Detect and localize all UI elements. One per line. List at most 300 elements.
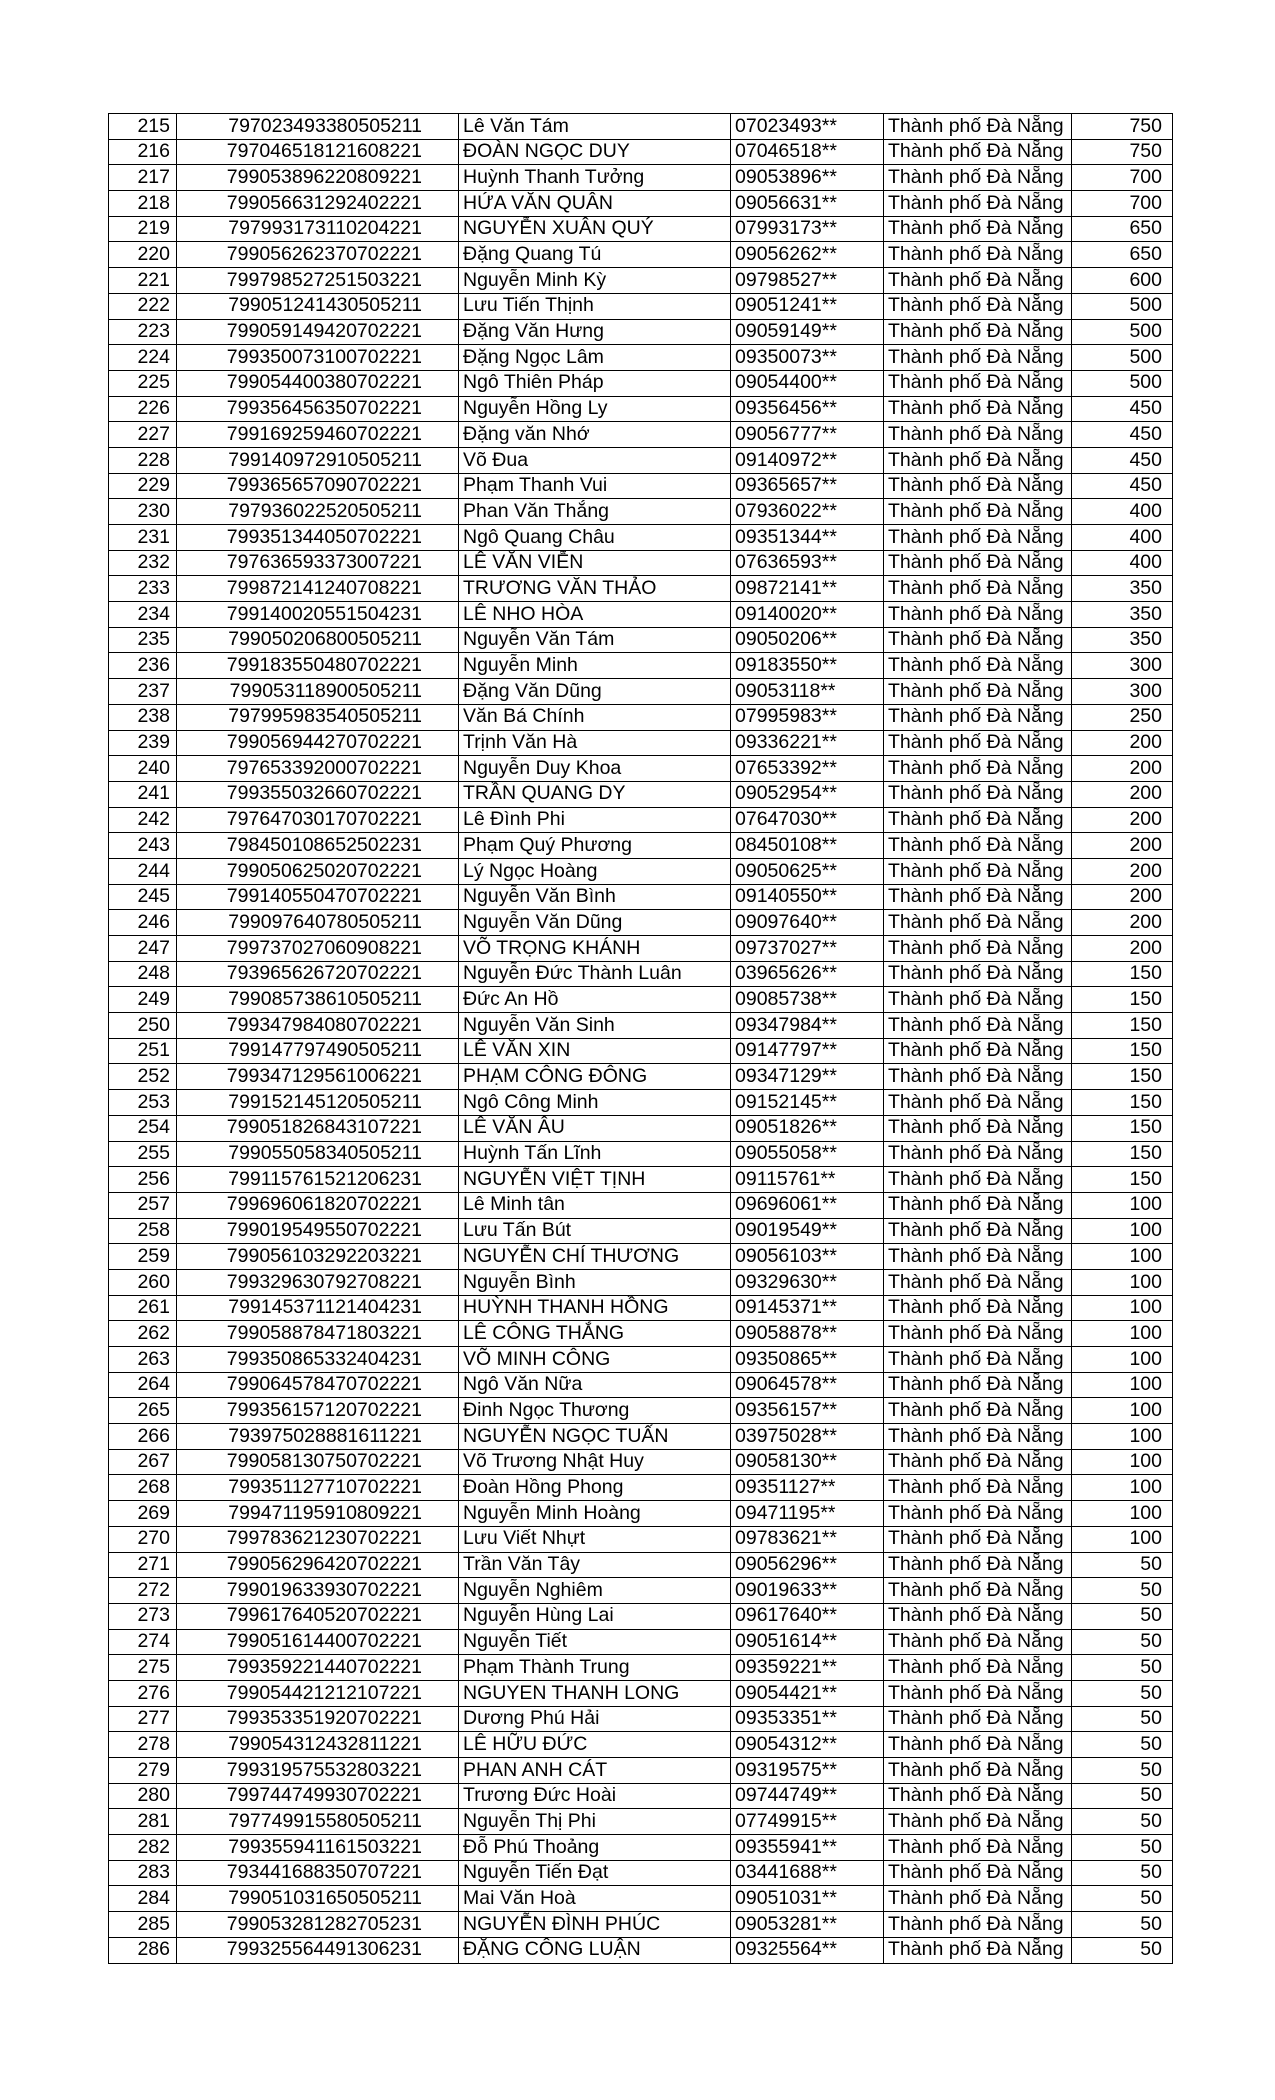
phone-cell: 09140972** <box>731 447 884 473</box>
row-number-cell: 252 <box>109 1064 177 1090</box>
data-table <box>108 113 1173 1964</box>
table-row <box>109 1372 1173 1398</box>
name-cell: Lưu Tiến Thịnh <box>459 293 731 319</box>
table-row <box>109 191 1173 217</box>
phone-cell: 09052954** <box>731 781 884 807</box>
table-row <box>109 1860 1173 1886</box>
amount-cell: 100 <box>1072 1372 1173 1398</box>
table-row <box>109 1655 1173 1681</box>
city-cell: Thành phố Đà Nẵng <box>884 139 1072 165</box>
row-number-cell: 241 <box>109 781 177 807</box>
row-number-cell: 239 <box>109 730 177 756</box>
phone-cell: 09051241** <box>731 293 884 319</box>
amount-cell: 50 <box>1072 1937 1173 1963</box>
account-code-cell: 799783621230702221 <box>177 1526 459 1552</box>
table-row <box>109 550 1173 576</box>
amount-cell: 500 <box>1072 370 1173 396</box>
row-number-cell: 220 <box>109 242 177 268</box>
phone-cell: 09145371** <box>731 1295 884 1321</box>
account-code-cell: 799058878471803221 <box>177 1321 459 1347</box>
name-cell: Nguyễn Minh <box>459 653 731 679</box>
city-cell: Thành phố Đà Nẵng <box>884 473 1072 499</box>
row-number-cell: 259 <box>109 1244 177 1270</box>
amount-cell: 100 <box>1072 1269 1173 1295</box>
city-cell: Thành phố Đà Nẵng <box>884 1475 1072 1501</box>
amount-cell: 700 <box>1072 191 1173 217</box>
name-cell: Nguyễn Duy Khoa <box>459 756 731 782</box>
amount-cell: 50 <box>1072 1912 1173 1938</box>
table-row <box>109 858 1173 884</box>
city-cell: Thành phố Đà Nẵng <box>884 1578 1072 1604</box>
city-cell: Thành phố Đà Nẵng <box>884 936 1072 962</box>
city-cell: Thành phố Đà Nẵng <box>884 1860 1072 1886</box>
city-cell: Thành phố Đà Nẵng <box>884 627 1072 653</box>
row-number-cell: 258 <box>109 1218 177 1244</box>
phone-cell: 09056103** <box>731 1244 884 1270</box>
account-code-cell: 799356157120702221 <box>177 1398 459 1424</box>
city-cell: Thành phố Đà Nẵng <box>884 268 1072 294</box>
city-cell: Thành phố Đà Nẵng <box>884 1783 1072 1809</box>
phone-cell: 09356456** <box>731 396 884 422</box>
city-cell: Thành phố Đà Nẵng <box>884 961 1072 987</box>
account-code-cell: 799056296420702221 <box>177 1552 459 1578</box>
amount-cell: 700 <box>1072 165 1173 191</box>
phone-cell: 09051826** <box>731 1115 884 1141</box>
account-code-cell: 799365657090702221 <box>177 473 459 499</box>
phone-cell: 07993173** <box>731 216 884 242</box>
table-row <box>109 1475 1173 1501</box>
city-cell: Thành phố Đà Nẵng <box>884 1680 1072 1706</box>
phone-cell: 09058130** <box>731 1449 884 1475</box>
name-cell: NGUYỄN CHÍ THƯƠNG <box>459 1244 731 1270</box>
account-code-cell: 799064578470702221 <box>177 1372 459 1398</box>
amount-cell: 400 <box>1072 550 1173 576</box>
account-code-cell: 799115761521206231 <box>177 1167 459 1193</box>
phone-cell: 09365657** <box>731 473 884 499</box>
city-cell: Thành phố Đà Nẵng <box>884 1552 1072 1578</box>
city-cell: Thành phố Đà Nẵng <box>884 216 1072 242</box>
account-code-cell: 799350073100702221 <box>177 345 459 371</box>
row-number-cell: 242 <box>109 807 177 833</box>
name-cell: Dương Phú Hải <box>459 1706 731 1732</box>
table-row <box>109 1141 1173 1167</box>
table-row <box>109 1064 1173 1090</box>
name-cell: Nguyễn Văn Sinh <box>459 1013 731 1039</box>
city-cell: Thành phố Đà Nẵng <box>884 1347 1072 1373</box>
name-cell: NGUYỄN NGỌC TUẤN <box>459 1424 731 1450</box>
row-number-cell: 253 <box>109 1090 177 1116</box>
account-code-cell: 799053118900505211 <box>177 679 459 705</box>
row-number-cell: 243 <box>109 833 177 859</box>
city-cell: Thành phố Đà Nẵng <box>884 191 1072 217</box>
phone-cell: 09617640** <box>731 1603 884 1629</box>
row-number-cell: 223 <box>109 319 177 345</box>
city-cell: Thành phố Đà Nẵng <box>884 1141 1072 1167</box>
account-code-cell: 799696061820702221 <box>177 1192 459 1218</box>
city-cell: Thành phố Đà Nẵng <box>884 1398 1072 1424</box>
amount-cell: 200 <box>1072 833 1173 859</box>
table-row <box>109 1886 1173 1912</box>
amount-cell: 200 <box>1072 910 1173 936</box>
account-code-cell: 798450108652502231 <box>177 833 459 859</box>
account-code-cell: 799737027060908221 <box>177 936 459 962</box>
row-number-cell: 218 <box>109 191 177 217</box>
account-code-cell: 799356456350702221 <box>177 396 459 422</box>
row-number-cell: 249 <box>109 987 177 1013</box>
name-cell: Ngô Thiên Pháp <box>459 370 731 396</box>
row-number-cell: 264 <box>109 1372 177 1398</box>
account-code-cell: 799872141240708221 <box>177 576 459 602</box>
city-cell: Thành phố Đà Nẵng <box>884 370 1072 396</box>
table-row <box>109 473 1173 499</box>
city-cell: Thành phố Đà Nẵng <box>884 1424 1072 1450</box>
name-cell: Lý Ngọc Hoàng <box>459 858 731 884</box>
table-row <box>109 447 1173 473</box>
table-row <box>109 216 1173 242</box>
name-cell: Nguyễn Nghiêm <box>459 1578 731 1604</box>
name-cell: LÊ CÔNG THẮNG <box>459 1321 731 1347</box>
name-cell: ĐOÀN NGỌC DUY <box>459 139 731 165</box>
table-body <box>109 114 1173 1964</box>
row-number-cell: 263 <box>109 1347 177 1373</box>
phone-cell: 09053281** <box>731 1912 884 1938</box>
phone-cell: 07653392** <box>731 756 884 782</box>
row-number-cell: 250 <box>109 1013 177 1039</box>
phone-cell: 09054400** <box>731 370 884 396</box>
row-number-cell: 227 <box>109 422 177 448</box>
name-cell: Nguyễn Đức Thành Luân <box>459 961 731 987</box>
table-row <box>109 525 1173 551</box>
account-code-cell: 799359221440702221 <box>177 1655 459 1681</box>
account-code-cell: 799051614400702221 <box>177 1629 459 1655</box>
row-number-cell: 280 <box>109 1783 177 1809</box>
name-cell: NGUYỄN ĐÌNH PHÚC <box>459 1912 731 1938</box>
row-number-cell: 271 <box>109 1552 177 1578</box>
table-row <box>109 1603 1173 1629</box>
city-cell: Thành phố Đà Nẵng <box>884 833 1072 859</box>
city-cell: Thành phố Đà Nẵng <box>884 807 1072 833</box>
city-cell: Thành phố Đà Nẵng <box>884 704 1072 730</box>
phone-cell: 09350073** <box>731 345 884 371</box>
phone-cell: 09115761** <box>731 1167 884 1193</box>
name-cell: Nguyễn Văn Tám <box>459 627 731 653</box>
amount-cell: 500 <box>1072 293 1173 319</box>
amount-cell: 50 <box>1072 1706 1173 1732</box>
name-cell: Đỗ Phú Thoảng <box>459 1835 731 1861</box>
account-code-cell: 799056944270702221 <box>177 730 459 756</box>
city-cell: Thành phố Đà Nẵng <box>884 1218 1072 1244</box>
city-cell: Thành phố Đà Nẵng <box>884 858 1072 884</box>
name-cell: VÕ TRỌNG KHÁNH <box>459 936 731 962</box>
name-cell: PHẠM CÔNG ĐÔNG <box>459 1064 731 1090</box>
name-cell: Phạm Quý Phương <box>459 833 731 859</box>
table-row <box>109 1090 1173 1116</box>
name-cell: TRƯƠNG VĂN THẢO <box>459 576 731 602</box>
phone-cell: 09359221** <box>731 1655 884 1681</box>
table-row <box>109 1424 1173 1450</box>
amount-cell: 50 <box>1072 1783 1173 1809</box>
row-number-cell: 216 <box>109 139 177 165</box>
name-cell: Đức An Hồ <box>459 987 731 1013</box>
city-cell: Thành phố Đà Nẵng <box>884 1449 1072 1475</box>
amount-cell: 200 <box>1072 858 1173 884</box>
table-row <box>109 422 1173 448</box>
phone-cell: 09329630** <box>731 1269 884 1295</box>
row-number-cell: 231 <box>109 525 177 551</box>
account-code-cell: 799051031650505211 <box>177 1886 459 1912</box>
account-code-cell: 797046518121608221 <box>177 139 459 165</box>
amount-cell: 50 <box>1072 1680 1173 1706</box>
row-number-cell: 219 <box>109 216 177 242</box>
table-row <box>109 1501 1173 1527</box>
amount-cell: 500 <box>1072 319 1173 345</box>
amount-cell: 450 <box>1072 396 1173 422</box>
city-cell: Thành phố Đà Nẵng <box>884 1090 1072 1116</box>
row-number-cell: 247 <box>109 936 177 962</box>
table-row <box>109 345 1173 371</box>
account-code-cell: 793975028881611221 <box>177 1424 459 1450</box>
row-number-cell: 221 <box>109 268 177 294</box>
name-cell: Văn Bá Chính <box>459 704 731 730</box>
amount-cell: 50 <box>1072 1860 1173 1886</box>
phone-cell: 07647030** <box>731 807 884 833</box>
table-row <box>109 1192 1173 1218</box>
account-code-cell: 799051241430505211 <box>177 293 459 319</box>
account-code-cell: 799140550470702221 <box>177 884 459 910</box>
name-cell: LÊ NHO HÒA <box>459 602 731 628</box>
city-cell: Thành phố Đà Nẵng <box>884 1732 1072 1758</box>
name-cell: Mai Văn Hoà <box>459 1886 731 1912</box>
phone-cell: 09056631** <box>731 191 884 217</box>
table-row <box>109 807 1173 833</box>
amount-cell: 150 <box>1072 1013 1173 1039</box>
city-cell: Thành phố Đà Nẵng <box>884 987 1072 1013</box>
row-number-cell: 262 <box>109 1321 177 1347</box>
row-number-cell: 215 <box>109 114 177 140</box>
phone-cell: 09347129** <box>731 1064 884 1090</box>
amount-cell: 350 <box>1072 602 1173 628</box>
account-code-cell: 799329630792708221 <box>177 1269 459 1295</box>
row-number-cell: 268 <box>109 1475 177 1501</box>
amount-cell: 100 <box>1072 1347 1173 1373</box>
name-cell: LÊ HỮU ĐỨC <box>459 1732 731 1758</box>
table-row <box>109 319 1173 345</box>
account-code-cell: 799355032660702221 <box>177 781 459 807</box>
name-cell: Đinh Ngọc Thương <box>459 1398 731 1424</box>
row-number-cell: 246 <box>109 910 177 936</box>
name-cell: Đoàn Hồng Phong <box>459 1475 731 1501</box>
city-cell: Thành phố Đà Nẵng <box>884 1167 1072 1193</box>
name-cell: Đặng Quang Tú <box>459 242 731 268</box>
city-cell: Thành phố Đà Nẵng <box>884 1912 1072 1938</box>
table-row <box>109 1244 1173 1270</box>
row-number-cell: 267 <box>109 1449 177 1475</box>
row-number-cell: 273 <box>109 1603 177 1629</box>
table-row <box>109 627 1173 653</box>
table-row <box>109 1629 1173 1655</box>
name-cell: Trần Văn Tây <box>459 1552 731 1578</box>
account-code-cell: 799097640780505211 <box>177 910 459 936</box>
amount-cell: 500 <box>1072 345 1173 371</box>
name-cell: Trịnh Văn Hà <box>459 730 731 756</box>
row-number-cell: 277 <box>109 1706 177 1732</box>
city-cell: Thành phố Đà Nẵng <box>884 653 1072 679</box>
phone-cell: 09350865** <box>731 1347 884 1373</box>
amount-cell: 100 <box>1072 1526 1173 1552</box>
city-cell: Thành phố Đà Nẵng <box>884 1501 1072 1527</box>
city-cell: Thành phố Đà Nẵng <box>884 1321 1072 1347</box>
amount-cell: 50 <box>1072 1758 1173 1784</box>
amount-cell: 50 <box>1072 1732 1173 1758</box>
table-row <box>109 1218 1173 1244</box>
phone-cell: 09053896** <box>731 165 884 191</box>
amount-cell: 650 <box>1072 242 1173 268</box>
account-code-cell: 799054421212107221 <box>177 1680 459 1706</box>
city-cell: Thành phố Đà Nẵng <box>884 1706 1072 1732</box>
account-code-cell: 799055058340505211 <box>177 1141 459 1167</box>
amount-cell: 350 <box>1072 627 1173 653</box>
phone-cell: 09183550** <box>731 653 884 679</box>
table-row <box>109 602 1173 628</box>
row-number-cell: 226 <box>109 396 177 422</box>
name-cell: Phan Văn Thắng <box>459 499 731 525</box>
table-row <box>109 756 1173 782</box>
name-cell: Nguyễn Tiết <box>459 1629 731 1655</box>
account-code-cell: 797023493380505211 <box>177 114 459 140</box>
phone-cell: 09050625** <box>731 858 884 884</box>
account-code-cell: 799183550480702221 <box>177 653 459 679</box>
phone-cell: 09351127** <box>731 1475 884 1501</box>
name-cell: Võ Trương Nhật Huy <box>459 1449 731 1475</box>
amount-cell: 150 <box>1072 1064 1173 1090</box>
name-cell: Nguyễn Thị Phi <box>459 1809 731 1835</box>
amount-cell: 200 <box>1072 807 1173 833</box>
table-row <box>109 1937 1173 1963</box>
table-row <box>109 293 1173 319</box>
table-row <box>109 1732 1173 1758</box>
table-row <box>109 1758 1173 1784</box>
phone-cell: 09353351** <box>731 1706 884 1732</box>
row-number-cell: 235 <box>109 627 177 653</box>
amount-cell: 50 <box>1072 1629 1173 1655</box>
table-row <box>109 884 1173 910</box>
amount-cell: 150 <box>1072 961 1173 987</box>
row-number-cell: 248 <box>109 961 177 987</box>
row-number-cell: 240 <box>109 756 177 782</box>
amount-cell: 200 <box>1072 936 1173 962</box>
row-number-cell: 245 <box>109 884 177 910</box>
row-number-cell: 275 <box>109 1655 177 1681</box>
phone-cell: 09798527** <box>731 268 884 294</box>
phone-cell: 09085738** <box>731 987 884 1013</box>
account-code-cell: 797993173110204221 <box>177 216 459 242</box>
account-code-cell: 797647030170702221 <box>177 807 459 833</box>
amount-cell: 150 <box>1072 1038 1173 1064</box>
phone-cell: 09050206** <box>731 627 884 653</box>
phone-cell: 09056262** <box>731 242 884 268</box>
amount-cell: 100 <box>1072 1398 1173 1424</box>
account-code-cell: 793441688350707221 <box>177 1860 459 1886</box>
name-cell: NGUYỄN XUÂN QUÝ <box>459 216 731 242</box>
amount-cell: 50 <box>1072 1809 1173 1835</box>
account-code-cell: 799054312432811221 <box>177 1732 459 1758</box>
city-cell: Thành phố Đà Nẵng <box>884 1603 1072 1629</box>
phone-cell: 09056296** <box>731 1552 884 1578</box>
phone-cell: 09019633** <box>731 1578 884 1604</box>
amount-cell: 100 <box>1072 1475 1173 1501</box>
amount-cell: 600 <box>1072 268 1173 294</box>
amount-cell: 100 <box>1072 1192 1173 1218</box>
table-row <box>109 1398 1173 1424</box>
name-cell: NGUYỄN VIỆT TỊNH <box>459 1167 731 1193</box>
city-cell: Thành phố Đà Nẵng <box>884 114 1072 140</box>
row-number-cell: 266 <box>109 1424 177 1450</box>
amount-cell: 300 <box>1072 653 1173 679</box>
amount-cell: 150 <box>1072 1090 1173 1116</box>
amount-cell: 50 <box>1072 1552 1173 1578</box>
phone-cell: 09696061** <box>731 1192 884 1218</box>
phone-cell: 09097640** <box>731 910 884 936</box>
amount-cell: 100 <box>1072 1244 1173 1270</box>
account-code-cell: 799169259460702221 <box>177 422 459 448</box>
table-row <box>109 1038 1173 1064</box>
row-number-cell: 237 <box>109 679 177 705</box>
city-cell: Thành phố Đà Nẵng <box>884 319 1072 345</box>
row-number-cell: 281 <box>109 1809 177 1835</box>
name-cell: Lê Đình Phi <box>459 807 731 833</box>
city-cell: Thành phố Đà Nẵng <box>884 1295 1072 1321</box>
table-row <box>109 1295 1173 1321</box>
row-number-cell: 251 <box>109 1038 177 1064</box>
phone-cell: 09319575** <box>731 1758 884 1784</box>
table-row <box>109 1321 1173 1347</box>
phone-cell: 09053118** <box>731 679 884 705</box>
row-number-cell: 276 <box>109 1680 177 1706</box>
phone-cell: 09152145** <box>731 1090 884 1116</box>
city-cell: Thành phố Đà Nẵng <box>884 602 1072 628</box>
city-cell: Thành phố Đà Nẵng <box>884 1886 1072 1912</box>
account-code-cell: 799347129561006221 <box>177 1064 459 1090</box>
amount-cell: 100 <box>1072 1449 1173 1475</box>
phone-cell: 09058878** <box>731 1321 884 1347</box>
city-cell: Thành phố Đà Nẵng <box>884 576 1072 602</box>
amount-cell: 650 <box>1072 216 1173 242</box>
account-code-cell: 799351344050702221 <box>177 525 459 551</box>
table-row <box>109 704 1173 730</box>
amount-cell: 150 <box>1072 1167 1173 1193</box>
city-cell: Thành phố Đà Nẵng <box>884 1064 1072 1090</box>
row-number-cell: 284 <box>109 1886 177 1912</box>
city-cell: Thành phố Đà Nẵng <box>884 1115 1072 1141</box>
account-code-cell: 799744749930702221 <box>177 1783 459 1809</box>
account-code-cell: 799053281282705231 <box>177 1912 459 1938</box>
city-cell: Thành phố Đà Nẵng <box>884 345 1072 371</box>
amount-cell: 400 <box>1072 499 1173 525</box>
phone-cell: 09355941** <box>731 1835 884 1861</box>
city-cell: Thành phố Đà Nẵng <box>884 730 1072 756</box>
amount-cell: 450 <box>1072 447 1173 473</box>
city-cell: Thành phố Đà Nẵng <box>884 1013 1072 1039</box>
table-row <box>109 1578 1173 1604</box>
row-number-cell: 285 <box>109 1912 177 1938</box>
account-code-cell: 799051826843107221 <box>177 1115 459 1141</box>
name-cell: ĐẶNG CÔNG LUẬN <box>459 1937 731 1963</box>
row-number-cell: 260 <box>109 1269 177 1295</box>
amount-cell: 450 <box>1072 422 1173 448</box>
row-number-cell: 282 <box>109 1835 177 1861</box>
phone-cell: 03975028** <box>731 1424 884 1450</box>
row-number-cell: 257 <box>109 1192 177 1218</box>
